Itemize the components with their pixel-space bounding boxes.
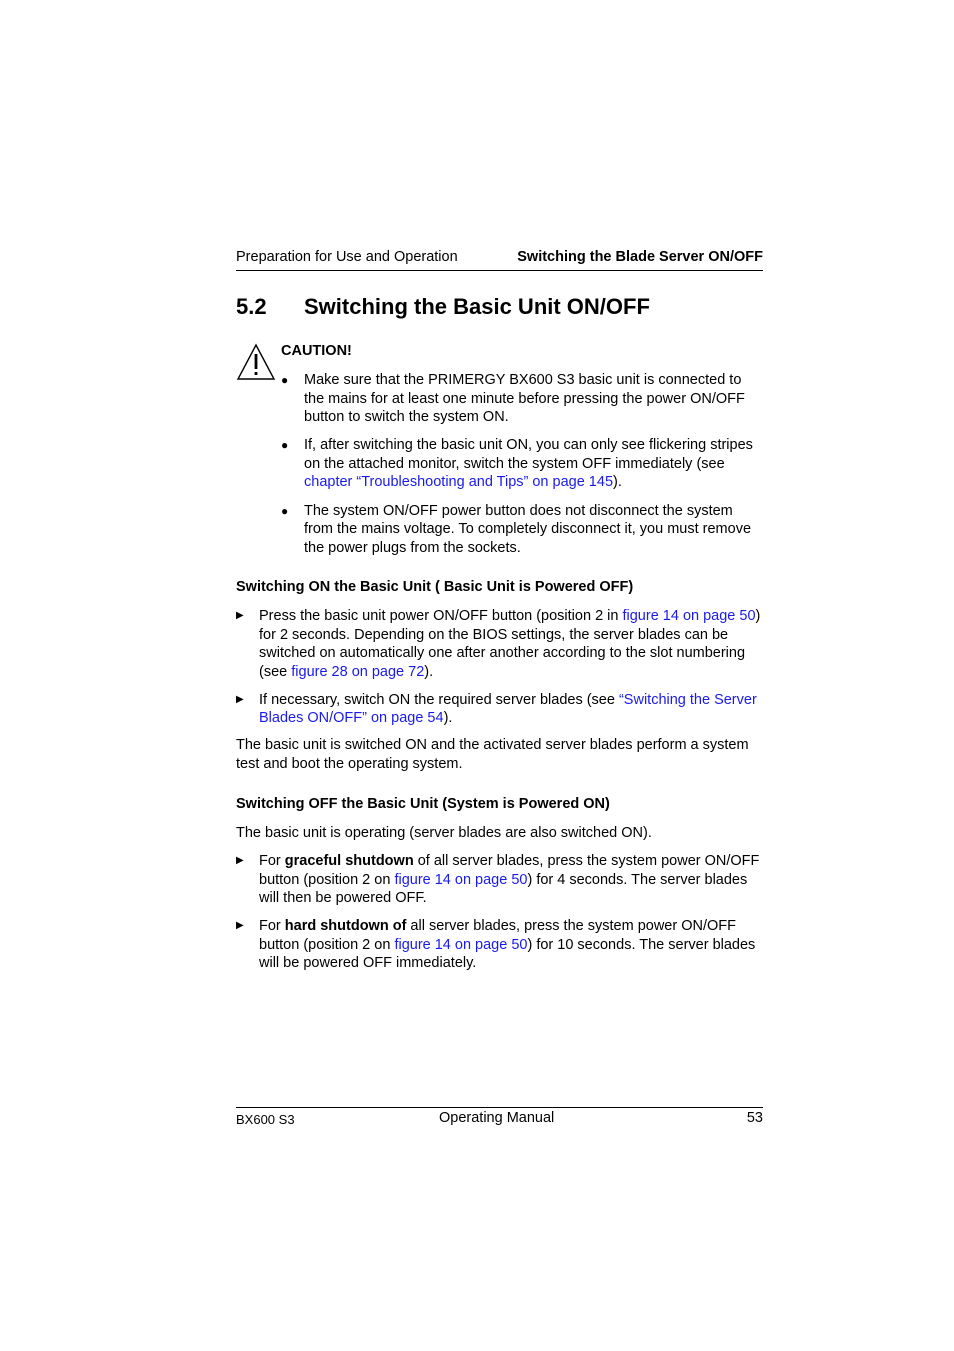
caution-list bbox=[281, 371, 763, 567]
switch-on-result: The basic unit is switched ON and the activated server blades perform a system test and boot the operating system. bbox=[236, 737, 749, 772]
caution-item bbox=[281, 502, 763, 558]
arrow-right-icon: ▶ bbox=[236, 920, 244, 932]
footer-product: BX600 S3 bbox=[236, 1112, 295, 1127]
section-number: 5.2 bbox=[236, 294, 267, 319]
step-text: For bbox=[259, 918, 285, 935]
switch-off-steps bbox=[236, 852, 763, 983]
step-item bbox=[236, 852, 763, 908]
step-item bbox=[236, 607, 763, 681]
step-text: ) for 2 seconds. Depending on the BIOS settings, the server blades can be switched on automatically one after another according to the slot numbering (see bbox=[259, 608, 761, 680]
arrow-right-icon: ▶ bbox=[236, 693, 244, 705]
figure-14-link[interactable]: figure 14 on page 50 bbox=[394, 871, 528, 888]
step-text: ) for 10 seconds. The server blades will be powered OFF immediately. bbox=[259, 936, 756, 972]
switch-on-steps bbox=[236, 607, 763, 738]
caution-item bbox=[281, 436, 763, 492]
section-title-text: Switching the Basic Unit ON/OFF bbox=[304, 294, 650, 319]
bullet-icon: ● bbox=[281, 438, 289, 453]
caution-item-text: ). bbox=[613, 474, 622, 491]
warning-triangle-icon bbox=[236, 342, 276, 382]
running-footer bbox=[236, 1107, 763, 1132]
header-chapter: Preparation for Use and Operation bbox=[236, 249, 458, 265]
step-text: ). bbox=[424, 663, 434, 680]
page-number: 53 bbox=[746, 1110, 763, 1126]
switch-off-intro: The basic unit is operating (server blades are also switched ON). bbox=[236, 825, 652, 841]
figure-14-link[interactable]: figure 14 on page 50 bbox=[622, 608, 756, 624]
step-text: of all server blades, press the system power ON/OFF button (position 2 on bbox=[259, 853, 760, 888]
arrow-right-icon: ▶ bbox=[236, 855, 244, 866]
step-item bbox=[236, 917, 763, 973]
step-text: For bbox=[259, 853, 285, 869]
switch-on-heading: Switching ON the Basic Unit ( Basic Unit is Powered OFF) bbox=[236, 579, 634, 595]
switch-off-heading: Switching OFF the Basic Unit (System is Powered ON) bbox=[236, 796, 610, 812]
step-text: ). bbox=[443, 710, 453, 727]
arrow-right-icon: ▶ bbox=[236, 610, 244, 621]
figure-14-link[interactable]: figure 14 on page 50 bbox=[394, 936, 528, 953]
caution-item-text: The system ON/OFF power button does not disconnect the system from the mains voltage. To completely disconnect it, you must remove the power plugs from the sockets. bbox=[304, 502, 752, 556]
caution-label: CAUTION! bbox=[281, 343, 352, 359]
header-section: Switching the Blade Server ON/OFF bbox=[517, 249, 763, 265]
caution-item-text: Make sure that the PRIMERGY BX600 S3 basic unit is connected to the mains for at least one minute before pressing the power ON/OFF button to switch the system ON. bbox=[304, 372, 745, 426]
step-text: ) for 4 seconds. The server blades will then be powered OFF. bbox=[259, 871, 748, 907]
step-emphasis: graceful shutdown bbox=[284, 853, 414, 869]
caution-item-text: If, after switching the basic unit ON, you can only see flickering stripes on the attached monitor, switch the system OFF immediately (see bbox=[304, 437, 753, 472]
step-emphasis: hard shutdown of bbox=[284, 918, 407, 935]
troubleshooting-link[interactable]: chapter “Troubleshooting and Tips” on page 145 bbox=[304, 474, 614, 491]
running-header bbox=[236, 248, 763, 271]
section-title bbox=[236, 294, 763, 320]
footer-manual-title: Operating Manual bbox=[439, 1110, 555, 1126]
step-item bbox=[236, 691, 763, 728]
caution-item bbox=[281, 371, 763, 427]
bullet-icon: ● bbox=[281, 373, 289, 387]
figure-28-link[interactable]: figure 28 on page 72 bbox=[291, 663, 425, 680]
step-text: If necessary, switch ON the required server blades (see bbox=[259, 691, 619, 708]
step-text: all server blades, press the system power ON/OFF button (position 2 on bbox=[259, 918, 736, 953]
manual-page bbox=[236, 0, 763, 1351]
bullet-icon: ● bbox=[281, 503, 289, 518]
step-text: Press the basic unit power ON/OFF button (position 2 in bbox=[259, 608, 623, 624]
server-blades-link[interactable]: “Switching the Server Blades ON/OFF” on page 54 bbox=[259, 691, 757, 727]
